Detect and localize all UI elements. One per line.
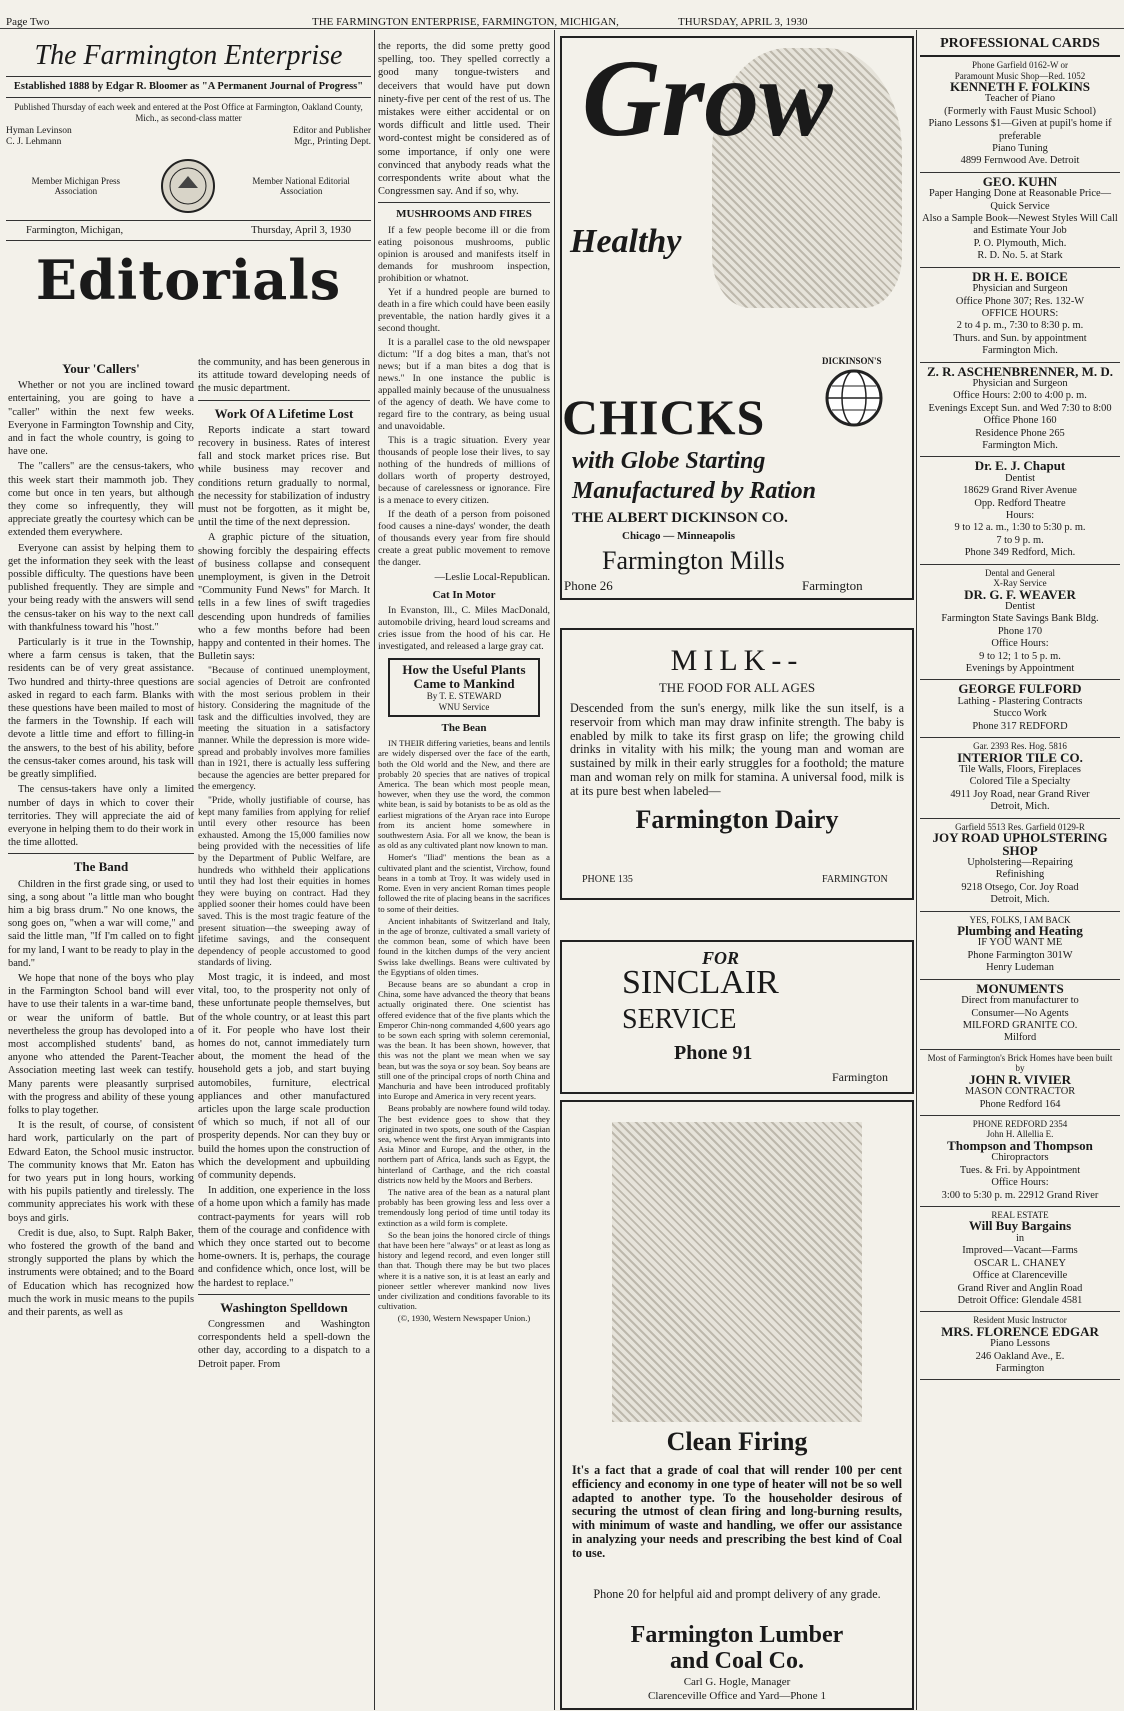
ad-manager: Carl G. Hogle, Manager <box>683 1676 791 1688</box>
paragraph: The "callers" are the census-takers, who this week start their mammoth job. They come but once in ten years, but although they come so infrequently, they will appreciate greatly the courtesy which can be extended them everywhere. <box>8 461 194 539</box>
ad-healthy: Healthy <box>570 223 682 260</box>
ad-body: Descended from the sun's energy, milk like the sun itself, is a reservoir from which man may draw infinite strength. The baby is enabled by milk to take its first grasp on life; the growing child drinks in vitality with his milk; the young man and woman are sustained by milk in their early struggles for a foothold; the mature man and woman rely on milk for stamina. A universal food, milk is at its pure best when labeled— <box>570 701 904 798</box>
card-line: MILFORD GRANITE CO. <box>962 1019 1078 1031</box>
dateline-place: Farmington, Michigan, <box>26 225 124 236</box>
card-line: Piano Lessons $1—Given at pupil's home if preferable <box>928 118 1112 142</box>
paragraph: IN THEIR differing varieties, beans and lentils are widely dispersed over the face of the earth, both the Old world and the New, and there are probably 20 species that are natives of tropical America. The bean which most people mean, however, when they use the word, the common white bean, is said by botanists to be as old as the earliest migrations of the Aryan race into Europe from its ancient home somewhere in southwestern Asia. For all we know, the bean is as old as any cultivated plant now known to man. <box>378 738 550 851</box>
professional-card <box>920 819 1120 912</box>
card-line: Evenings Except Sun. and Wed 7:30 to 8:00 <box>928 402 1112 414</box>
card-line: Dentist <box>1004 601 1035 613</box>
card-line: Phone Farmington 301W <box>967 949 1073 961</box>
issue-date: THURSDAY, APRIL 3, 1930 <box>678 16 808 28</box>
card-line: Grand River and Anglin Road <box>957 1282 1083 1294</box>
ad-for: FOR <box>702 948 740 968</box>
staff-row <box>6 126 371 137</box>
card-line: Farmington <box>995 1363 1045 1375</box>
paragraph: Credit is due, also, to Supt. Ralph Baker, who fostered the growth of the band and strongly supported the plans by which the instruments were obtained; and to the Board of Education which has recognized how much the work in music means to the pupils and their parents, as well as <box>8 1227 194 1319</box>
paragraph: In Evanston, Ill., C. Miles MacDonald, automobile driving, heard loud screams and cries issue from the hood of his car. He investigated, and released a large gray cat. <box>378 605 550 653</box>
ad-with: with Globe Starting <box>572 448 766 474</box>
card-line: Opp. Redford Theatre <box>974 497 1066 509</box>
publication-note: Published Thursday of each week and entered at the Post Office at Farmington, Oakland County, Mich., as second-class matter <box>14 102 363 123</box>
ad-headline: MILK-- <box>670 644 804 677</box>
card-line: Stucco Work <box>993 708 1047 720</box>
card-line: X-Ray Service <box>993 578 1047 589</box>
card-line: Phone 349 Redford, Mich. <box>964 547 1076 559</box>
card-line: Gar. 2393 Res. Hog. 5816 <box>973 741 1067 752</box>
card-line: Piano Tuning <box>992 143 1048 155</box>
card-line: Paramount Music Shop—Red. 1052 <box>954 70 1086 81</box>
ad-sinclair-service <box>560 940 914 1094</box>
ad-call: Phone 20 for helpful aid and prompt delivery of any grade. <box>593 1587 881 1601</box>
staff-role: Mgr., Printing Dept. <box>294 137 371 147</box>
page-number: Page Two <box>6 16 50 28</box>
card-line: Office Hours: <box>991 638 1049 650</box>
card-line: 9218 Otsego, Cor. Joy Road <box>961 881 1079 893</box>
dateline-date: Thursday, April 3, 1930 <box>251 225 351 236</box>
paragraph: If a few people become ill or die from eating poisonous mushrooms, public opinion is aroused and manifests itself in demands for mushroom inspection, prohibition or whatnot. <box>378 224 550 284</box>
professional-card <box>920 1207 1120 1312</box>
masthead-name: The Farmington Enterprise <box>34 40 343 71</box>
card-name: GEO. KUHN <box>982 173 1058 189</box>
paragraph: the reports, the did some pretty good spelling, too. They spelled correctly a good many tongue-twisters and deceivers that would have put down ninety-five per cent of the rest of us. The mistakes were either accidental or on words difficult and little used. Their word-contest might be considered as of some importance, if only one were convinced that anybody reads what the correspondents write about what the Congressmen say. And if so, why. <box>378 41 550 198</box>
paper-title: THE FARMINGTON ENTERPRISE, FARMINGTON, MICHIGAN, <box>312 16 619 28</box>
professional-card <box>920 173 1120 268</box>
paragraph: A graphic picture of the situation, showing forcibly the despairing effects of business collapse and consequent unemployment, is given in the Detroit "Community Fund News" for March. It tells in a few lines of swift tragedies descending upon hundreds of families who a few months before had been happy and contented in their homes. The Bulletin says: <box>198 532 370 663</box>
card-name: MONUMENTS <box>976 980 1064 996</box>
ad-lumber-coal <box>560 1100 914 1710</box>
staff-list <box>6 126 371 148</box>
card-line: REAL ESTATE <box>991 1209 1049 1220</box>
card-line: Residence Phone 265 <box>975 427 1065 439</box>
ad-farmington-dairy <box>560 628 914 900</box>
paragraph: Whether or not you are inclined toward entertaining, you are going to have a "caller" within the next few weeks. Everyone in Farmington Township and City, and in fact the whole country, is going to have one. <box>8 380 194 458</box>
paragraph: If the death of a person from poisoned food causes a nine-days' wonder, the death of thousands every year from fire should create a great public movement to remove the danger. <box>378 508 550 568</box>
column-mushrooms-bean <box>378 40 550 1708</box>
credit-line: (©, 1930, Western Newspaper Union.) <box>397 1313 531 1324</box>
card-line: Office Phone 160 <box>983 415 1057 427</box>
paragraph: Yet if a hundred people are burned to death in a fire which could have been easily preventable, the nation hardly gives it a second thought. <box>378 286 550 334</box>
professional-card <box>920 268 1120 363</box>
card-line: Piano Lessons <box>990 1338 1050 1350</box>
card-name: JOHN R. VIVIER <box>969 1071 1071 1087</box>
credit-line: —Leslie Local-Republican. <box>434 571 550 583</box>
bean-article <box>378 738 550 1323</box>
dateline <box>6 225 371 236</box>
ad-name-1: SINCLAIR <box>622 964 779 1001</box>
professional-card <box>920 1050 1120 1116</box>
card-line: 3:00 to 5:30 p. m. 22912 Grand River <box>941 1189 1099 1201</box>
card-line: 4899 Fernwood Ave. Detroit <box>960 155 1080 167</box>
card-name: Thompson and Thompson <box>947 1137 1093 1153</box>
paragraph: In addition, one experience in the loss of a home upon which a family has made contract-payments for years will rob them of the courage and confidence with which they once started out to become home-owners. It is, perhaps, the courage and confidence which, once lost, will be the hardest to replace." <box>198 1185 370 1289</box>
professional-card <box>920 57 1120 173</box>
ad-seller: Farmington Dairy <box>635 804 839 834</box>
feature-title: How the Useful Plants Came to Mankind <box>402 662 526 692</box>
feature-byline: By T. E. STEWARD <box>426 691 502 702</box>
professional-card <box>920 1312 1120 1380</box>
card-name: MRS. FLORENCE EDGAR <box>941 1323 1099 1339</box>
card-line: Teacher of Piano <box>984 93 1056 105</box>
professional-card <box>920 457 1120 564</box>
card-line: Detroit, Mich. <box>990 801 1050 813</box>
paragraph: Everyone can assist by helping them to get the information they seek with the least possible difficulty. The questions have been published frequently. They are simple and your being ready with the answers will send the census-taker on his way to the next call with thankfulness toward his "host." <box>8 542 194 633</box>
card-line: Office Hours: <box>991 1177 1049 1189</box>
membership-row <box>6 156 371 216</box>
member-national-editorial: Member National Editorial Association <box>252 175 350 196</box>
card-line: 18629 Grand River Avenue <box>963 485 1077 497</box>
card-line: Dental and General <box>985 567 1055 578</box>
page-header <box>0 0 1124 29</box>
card-line: Refinishing <box>995 869 1045 881</box>
professional-cards <box>920 36 1120 1708</box>
paragraph: Children in the first grade sing, or used to sing, a song about "a little man who bought him a big brass drum." No one knows, the song goes on, "when a war will come," and said the little man, "If I'm called on to fight for my land, I want to be ready to play in the band." <box>8 878 194 969</box>
article-title: MUSHROOMS AND FIRES <box>396 208 532 221</box>
paragraph: Particularly is it true in the Township, where a farm census is taken, that the residents can be of very great assistance. Two hundred and thirty-three questions are asked in regard to each farm. Blanks with these questions have been mailed to most of the farmers in the Township. If each will devote a little time and effort to filling-in the answers, to the best of his ability, before the census-taker comes around, his task will be greatly simplified. <box>8 637 194 781</box>
card-line: Direct from manufacturer to <box>961 995 1079 1007</box>
paragraph: Reports indicate a start toward recovery in business. Rates of interest fall and stock market prices rise. But while business may recover and conditions return gradually to normal, the necessity for stabilization of industry must not be forgotten, as it might be, until the time of the next depression. <box>198 424 370 529</box>
card-line: 2 to 4 p. m., 7:30 to 8:30 p. m. <box>956 320 1084 332</box>
ad-seller: Farmington Mills <box>602 546 785 575</box>
ad-subheadline: THE FOOD FOR ALL AGES <box>658 680 816 695</box>
card-line: Detroit Office: Glendale 4581 <box>957 1294 1083 1306</box>
card-line: Hours: <box>1005 510 1035 521</box>
card-name: KENNETH F. FOLKINS <box>949 79 1091 94</box>
card-line: Also a Sample Book—Newest Styles Will Call and Estimate Your Job <box>922 213 1118 237</box>
article-title: Your 'Callers' <box>62 361 140 376</box>
professional-card <box>920 738 1120 819</box>
card-line: Paper Hanging Done at Reasonable Price— Quick Service <box>928 188 1112 212</box>
paragraph: The census-takers have only a limited number of days in which to cover their territories. They will appreciate the aid of everyone in helping them to do their work in the time allotted. <box>8 784 194 849</box>
card-line: Garfield 5513 Res. Garfield 0129-R <box>955 821 1085 832</box>
card-line: Farmington Mich. <box>982 345 1058 357</box>
ad-headline: Grow <box>582 37 833 159</box>
feature-service: WNU Service <box>438 701 490 712</box>
column-rule <box>374 30 375 1710</box>
card-line: Tues. & Fri. by Appointment <box>959 1164 1081 1176</box>
paragraph: Because beans are so abundant a crop in China, some have advanced the theory that beans actually originated there. One scientist has offered evidence that of the five plants which the Emperor Chin-nong commanded 4,600 years ago to be sown each spring with solemn ceremonial, was the bean. It has been shown, however, that this was not the plant we mean when we say bean, but was the soya or soy bean. Soy beans are still one of the principal crops of north China and Manchuria and have been introduced profitably into Europe and America in very recent years. <box>378 978 550 1102</box>
section-heading: Editorials <box>35 248 342 312</box>
professional-card <box>920 980 1120 1050</box>
professional-card <box>920 912 1120 980</box>
ad-manufactured: Manufactured by Ration <box>572 478 817 504</box>
card-line: Phone 317 REDFORD <box>972 720 1068 732</box>
card-line: 7 to 9 p. m. <box>996 534 1044 546</box>
card-line: Phone 170 <box>997 625 1043 637</box>
card-line: IF YOU WANT ME <box>977 937 1063 949</box>
paragraph: The native area of the bean as a natural plant probably has been growing less and less over a tremendously long period of time until today its extinction as a wild form is complete. <box>378 1186 550 1228</box>
ad-seller-2: and Coal Co. <box>669 1648 805 1674</box>
card-line: Physician and Surgeon <box>972 377 1068 389</box>
card-line: Henry Ludeman <box>986 962 1054 974</box>
card-line: Consumer—No Agents <box>971 1007 1069 1019</box>
plants-feature-box <box>388 658 540 717</box>
paragraph: This is a tragic situation. Every year thousands of people lose their lives, to say nothing of the hundreds of millions of dollars worth of property destroyed, because of carelessness or ignorance. Fire is a menace to every citizen. <box>378 434 550 506</box>
card-line: Resident Music Instructor <box>973 1315 1067 1326</box>
brand-label: DICKINSON'S <box>822 356 882 366</box>
press-seal-icon <box>160 158 216 214</box>
staff-role: Editor and Publisher <box>292 126 371 136</box>
masthead <box>6 40 371 315</box>
ad-town: Farmington <box>802 578 863 593</box>
professional-card <box>920 1116 1120 1207</box>
card-line: Evenings by Appointment <box>965 663 1075 675</box>
paragraph: It is a parallel case to the old newspaper dictum: "If a dog bites a man, that's not news; but if a man bites a dog that is news." In one instance the public is appalled mainly because of the unusualness of the agency of death. We have come to regard fire to the contrary, as being usual and unavoidable. <box>378 336 550 432</box>
ad-town: FARMINGTON <box>822 874 888 885</box>
card-name: DR. G. F. WEAVER <box>964 586 1076 602</box>
paragraph: We hope that none of the boys who play in the Farmington School band will ever have to use their talents in a war-time band, or wear the uniform of battle. But nevertheless the group has devoloped into a most accomplished students' band, as anyone who attended the Parent-Teacher Association meeting last week can testify. Many parents were pleasantly surprised with the progress and ability of these young folks to play together. <box>8 972 194 1116</box>
card-line: Detroit, Mich. <box>990 894 1050 906</box>
staff-row <box>6 137 371 148</box>
professional-card <box>920 680 1120 738</box>
card-line: 9 to 12; 1 to 5 p. m. <box>979 650 1061 662</box>
paragraph: Most tragic, it is indeed, and most vital, too, to the prosperity not only of these unfortunate people themselves, but of the whole country, or at least this part of it. For people who have lost their homes do not, cannot immediately turn about, the moment the head of the household gets a job, and start buying automobiles, furniture, electrical appliances and other manufactured articles upon the large scale production of which so much, if not all of our prosperity depends. Nor can they buy or build the homes upon the construction of which the development and upbuilding of community depends. <box>198 971 370 1181</box>
column-callers-band <box>8 356 194 1708</box>
paragraph: "Pride, wholly justifiable of course, has kept many families from applying for relief until every other resource has been exhausted. Among the 15,000 families now being provided with the necessities of life by the Department of Public Welfare, are hundreds who withheld their applications until they had lost their equities in homes they were buying on contract. Had they applied sooner their homes could have been saved. This is the most tragic feature of the present situation—the sweeping away of lifetime savings, and the consequent dependency of people accustomed to good standards of living. <box>198 795 370 969</box>
card-line: MASON CONTRACTOR <box>964 1086 1076 1098</box>
ad-office: Clarenceville Office and Yard—Phone 1 <box>648 1690 826 1702</box>
staff-name: C. J. Lehmann <box>6 137 62 147</box>
card-line: Colored Tile a Specialty <box>969 776 1071 788</box>
card-line: OSCAR L. CHANEY <box>973 1257 1067 1269</box>
paragraph: Beans probably are nowhere found wild today. The best evidence goes to show that they originated in two spots, one south of the Caspian sea, whence went the first Aryan immigrants into Asia Minor and Europe, and the other, in the northern part of Africa, lands such as Egypt, the hinterland of Carthage, and the rich coastal districts now held by the Moors and Berbers. <box>378 1103 550 1185</box>
professional-card <box>920 363 1120 458</box>
card-name: Plumbing and Heating <box>957 923 1083 939</box>
paragraph: the community, and has been generous in its attitude toward developing needs of the music department. <box>198 357 370 395</box>
card-name: JOY ROAD UPHOLSTERING SHOP <box>932 830 1108 858</box>
card-line: Most of Farmington's Brick Homes have been built by <box>927 1052 1113 1074</box>
ad-headline: Clean Firing <box>666 1427 808 1456</box>
card-line: OFFICE HOURS: <box>981 307 1059 319</box>
ad-phone: Phone 26 <box>564 578 613 593</box>
ad-cities: Chicago — Minneapolis <box>622 530 736 542</box>
article-title: Work Of A Lifetime Lost <box>214 405 354 421</box>
card-line: PHONE REDFORD 2354 <box>972 1118 1068 1129</box>
article-title: Washington Spelldown <box>220 1299 348 1315</box>
ad-company: THE ALBERT DICKINSON CO. <box>572 510 788 526</box>
ad-body: It's a fact that a grade of coal that will render 100 per cent efficiency and economy in one type of heater will not be so well adapted to another type. To the householder desirous of securing the utmost of clean firing and long-burning results, with minimum of waste and handling, we offer our assistance in analyzing your needs and prescribing the best kind of Coal to use. <box>572 1463 902 1560</box>
paragraph: Homer's "Iliad" mentions the bean as a cultivated plant and the scientist, Virchow, found beans in a tomb at Troy. It was widely used in Rome. Even in very ancient Roman times people followed the rite of placing beans in the sacrifices to some of their deities. <box>378 852 550 914</box>
card-line: Phone Garfield 0162-W or <box>971 60 1069 70</box>
paragraph: It is the result, of course, of consistent hard work, particularly on the part of Edward Eaton, the School music instructor. The community knows that Mr. Eaton has for two years put in long hours, working with his pupils patiently and tirelessly. The community appreciates his work with these boys and girls. <box>8 1120 194 1224</box>
card-line: 9 to 12 a. m., 1:30 to 5:30 p. m. <box>954 522 1086 534</box>
column-rule <box>916 30 917 1710</box>
card-line: Thurs. and Sun. by appointment <box>953 332 1087 344</box>
card-line: Chiropractors <box>991 1152 1049 1164</box>
column-lifetime-lost <box>198 356 370 1708</box>
ad-phone: PHONE 135 <box>582 874 633 885</box>
card-line: Milford <box>1003 1032 1037 1044</box>
card-line: Farmington Mich. <box>982 439 1058 451</box>
card-line: Dentist <box>1004 472 1035 484</box>
card-name: INTERIOR TILE CO. <box>957 749 1083 765</box>
ad-globe-chicks <box>560 36 914 600</box>
card-line: Physician and Surgeon <box>972 283 1068 295</box>
card-name: Z. R. ASCHENBRENNER, M. D. <box>927 363 1113 379</box>
article-title: The Bean <box>441 722 487 735</box>
card-line: 246 Oakland Ave., E. <box>975 1350 1065 1362</box>
card-name: GEORGE FULFORD <box>958 681 1082 697</box>
paragraph: Congressmen and Washington correspondents held a spell-down the other day, according to a dispatch to a Detroit paper. From <box>198 1318 370 1370</box>
cards-title: PROFESSIONAL CARDS <box>920 36 1120 57</box>
card-name: Dr. E. J. Chaput <box>974 458 1066 474</box>
ad-seller-1: Farmington Lumber <box>630 1622 844 1648</box>
card-line: Phone Redford 164 <box>979 1098 1061 1110</box>
card-line: Office at Clarenceville <box>972 1270 1068 1282</box>
card-line: Farmington State Savings Bank Bldg. <box>941 613 1099 625</box>
globe-icon <box>824 368 884 433</box>
card-line: Improved—Vacant—Farms <box>962 1245 1078 1257</box>
professional-card <box>920 565 1120 681</box>
established-line: Established 1888 by Edgar R. Bloomer as "A Permanent Journal of Progress" <box>13 81 364 92</box>
cards-list <box>920 57 1120 1380</box>
ad-town: Farmington <box>832 1070 888 1084</box>
card-line: (Formerly with Faust Music School) <box>944 105 1096 117</box>
card-line: Upholstering—Repairing <box>967 856 1073 868</box>
paragraph: "Because of continued unemployment, social agencies of Detroit are confronted with the most serious problem in their history. Considering the magnitude of the task and the difficulties involved, they are meeting the situation in a satisfactory manner. While the depression is more wide-spread and probably involves more families than in 1921, there is actually less suffering because the agencies are better prepared for the emergency. <box>198 665 370 793</box>
ad-name-2: SERVICE <box>622 1004 737 1035</box>
member-michigan-press: Member Michigan Press Association <box>31 175 121 196</box>
article-title: Cat In Motor <box>432 588 496 601</box>
ad-chicks: CHICKS <box>562 389 766 445</box>
card-line: R. D. No. 5. at Stark <box>977 250 1063 262</box>
column-rule <box>554 30 555 1710</box>
card-line: in <box>1015 1232 1025 1244</box>
card-line: Lathing - Plastering Contracts <box>957 695 1083 707</box>
paragraph: So the bean joins the honored circle of things that have been here "always" or at least as long as history and legend record, and even longer still than that. Though there may be but two places where it is a native son, it is at least an early and pioneer settler wherever mankind now lives under civilization and conditions favorable to its cultivation. <box>378 1229 550 1312</box>
card-name: Will Buy Bargains <box>968 1218 1072 1234</box>
card-line: Office Phone 307; Res. 132-W <box>955 295 1085 307</box>
paragraph: Ancient inhabitants of Switzerland and Italy, in the age of bronze, cultivated a small variety of the common bean, some of which have been found in the kitchen dumps of the very ancient Swiss lake dwellings. Beans were cultivated by the Egyptians of olden times. <box>378 915 550 977</box>
stove-illustration <box>612 1122 862 1422</box>
ad-phone: Phone 91 <box>674 1042 753 1064</box>
card-line: Tile Walls, Floors, Fireplaces <box>959 764 1081 775</box>
article-title: The Band <box>73 859 129 875</box>
staff-name: Hyman Levinson <box>6 126 72 136</box>
card-name: DR H. E. BOICE <box>972 268 1068 284</box>
card-line: 4911 Joy Road, near Grand River <box>950 788 1090 800</box>
card-line: John H. Allellia E. <box>986 1129 1054 1140</box>
card-line: P. O. Plymouth, Mich. <box>973 237 1067 249</box>
card-line: Office Hours: 2:00 to 4:00 p. m. <box>953 390 1087 402</box>
card-line: YES, FOLKS, I AM BACK <box>969 914 1071 925</box>
